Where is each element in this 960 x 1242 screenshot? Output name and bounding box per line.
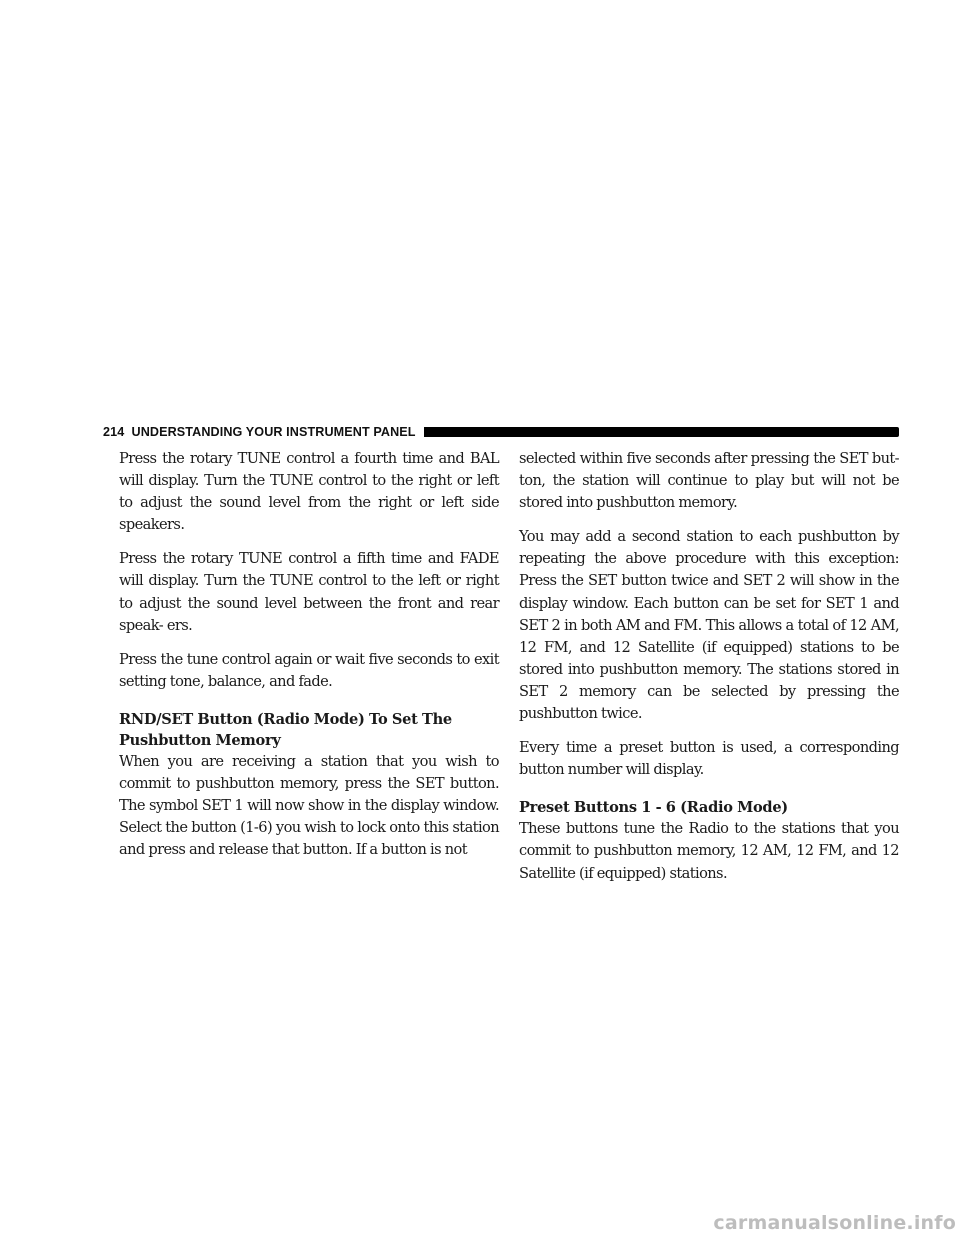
section-title: UNDERSTANDING YOUR INSTRUMENT PANEL [131, 425, 416, 439]
right-column [519, 448, 899, 897]
paragraph: Press the tune control again or wait five seconds to exit setting tone, balance, and fade. [119, 650, 499, 690]
paragraph: selected within five seconds after pressing the SET but- ton, the station will continue to play but will not be stored into pushbutton memory. [519, 450, 899, 512]
page-header [103, 424, 899, 440]
paragraph: When you are receiving a station that you wish to commit to pushbutton memory, press the SET button. The symbol SET 1 will now show in the display window. Select the button (1-6) you wish to lock onto this station and press and release that button. If a button is not [119, 752, 499, 859]
header-rule [424, 427, 899, 437]
paragraph: Press the rotary TUNE control a fourth time and BAL will display. Turn the TUNE control to the right or left to adjust the sound level from the right or left side speakers. [119, 450, 499, 534]
watermark: carmanualsonline.info [713, 1212, 956, 1234]
paragraph: Every time a preset button is used, a corresponding button number will display. [519, 739, 899, 779]
section-heading: RND/SET Button (Radio Mode) To Set The Pushbutton Memory [119, 710, 452, 749]
left-column [119, 448, 499, 873]
paragraph: Press the rotary TUNE control a fifth time and FADE will display. Turn the TUNE control to the left or right to adjust the sound level between the front and rear speak- ers. [119, 550, 499, 634]
paragraph: You may add a second station to each pushbutton by repeating the above procedure with this exception: Press the SET button twice and SET 2 will show in the display window. Each button can be set for SET 1 and SET 2 in both AM and FM. This allows a total of 12 AM, 12 FM, and 12 Satellite (if equipped) stations to be stored into pushbutton memory. The stations stored in SET 2 memory can be selected by pressing the pushbutton twice. [519, 528, 899, 723]
section-heading: Preset Buttons 1 - 6 (Radio Mode) [519, 799, 788, 817]
paragraph: These buttons tune the Radio to the stations that you commit to pushbutton memory, 12 AM, 12 FM, and 12 Satellite (if equipped) stations. [519, 820, 899, 882]
page-number: 214 [103, 425, 125, 439]
